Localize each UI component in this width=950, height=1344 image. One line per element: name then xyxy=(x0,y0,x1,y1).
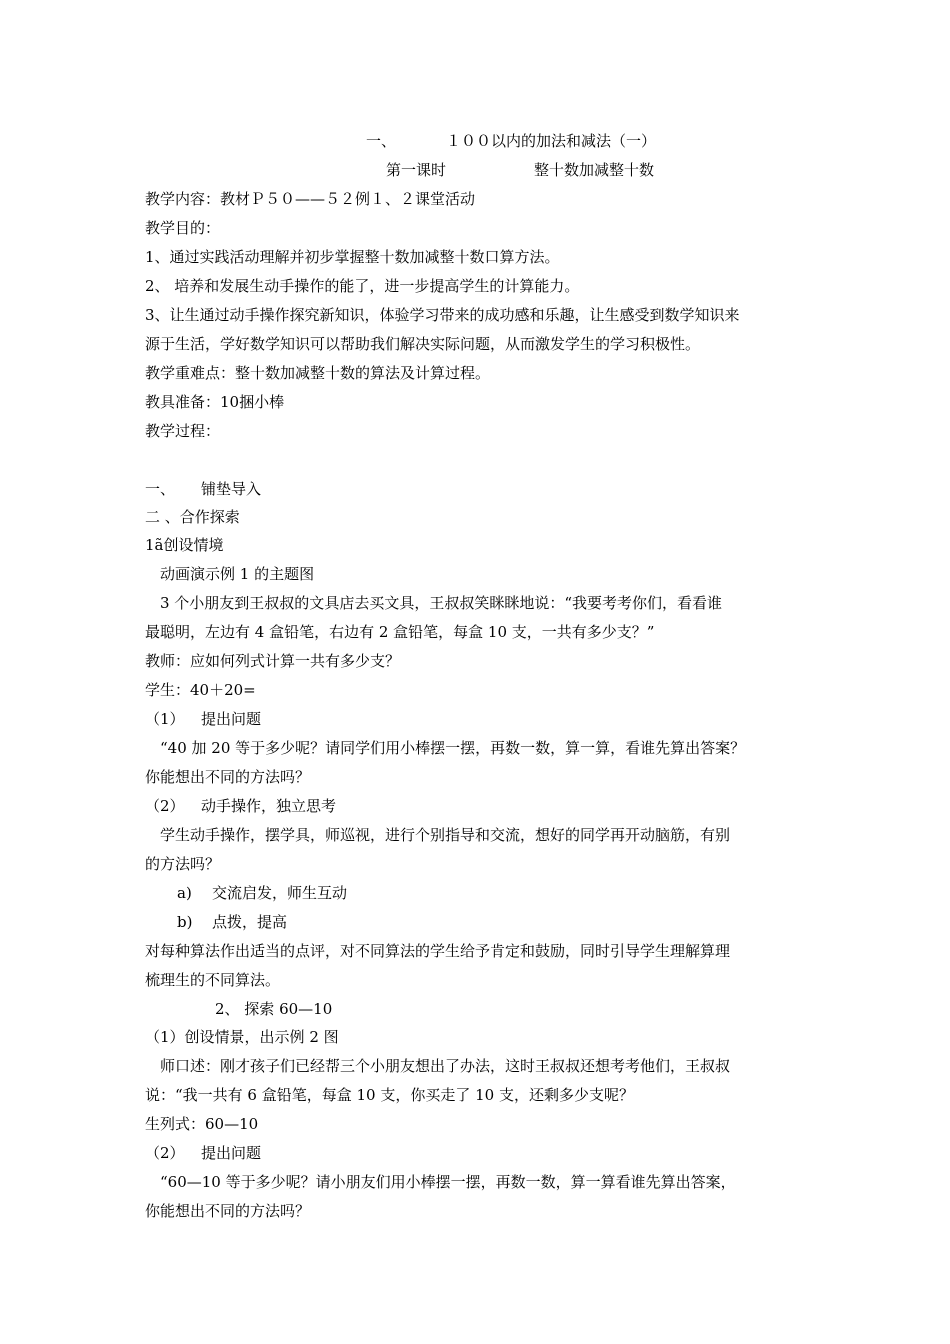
scenario-heading: （1）创设情景，出示例 2 图 xyxy=(145,1028,339,1046)
comment-line1: 对每种算法作出适当的点评，对不同算法的学生给予肯定和鼓励，同时引导学生理解算理 xyxy=(145,942,731,960)
page-title: １００以内的加法和减法（一） xyxy=(446,132,657,150)
section-1-number: 一、 xyxy=(145,480,176,498)
teaching-content: 教学内容：教材Ｐ５０——５２例１、２课堂活动 xyxy=(145,190,476,208)
question-40-line2: 你能想出不同的方法吗？ xyxy=(145,768,311,786)
section-1-title: 铺垫导入 xyxy=(201,480,262,498)
section-2-2-title: 2、 探索 60—10 xyxy=(215,1000,333,1018)
title-number: 一、 xyxy=(366,132,397,150)
comment-line2: 梳理生的不同算法。 xyxy=(145,971,281,989)
step-2-number: （2） xyxy=(145,797,185,815)
operation-line2: 的方法吗？ xyxy=(145,855,221,873)
step-2-title: 动手操作，独立思考 xyxy=(201,797,337,815)
teacher-says-line1: 师口述：刚才孩子们已经帮三个小朋友想出了办法，这时王叔叔还想考考他们，王叔叔 xyxy=(160,1057,731,1075)
process-heading: 教学过程： xyxy=(145,422,221,440)
substep-a-text: 交流启发，师生互动 xyxy=(212,884,348,902)
lesson-topic: 整十数加减整十数 xyxy=(534,161,655,179)
student-formula: 生列式：60—10 xyxy=(145,1115,259,1133)
goal-1: 1、通过实践活动理解并初步掌握整十数加减整十数口算方法。 xyxy=(145,248,560,266)
key-points: 教学重难点：整十数加减整十数的算法及计算过程。 xyxy=(145,364,491,382)
question-60-line1: “60—10 等于多少呢？请小朋友们用小棒摆一摆，再数一数，算一算看谁先算出答案， xyxy=(160,1173,736,1191)
teacher-says-line2: 说：“我一共有 6 盒铅笔，每盒 10 支，你买走了 10 支，还剩多少支呢？ xyxy=(145,1086,634,1104)
step-1-title: 提出问题 xyxy=(201,710,262,728)
question-40-line1: “40 加 20 等于多少呢？请同学们用小棒摆一摆，再数一数，算一算，看谁先算出答案？ xyxy=(160,739,746,757)
teaching-tools: 教具准备：10捆小棒 xyxy=(145,393,285,411)
section-2-1-title: 1ã创设情境 xyxy=(145,536,224,554)
story-line2: 最聪明，左边有 4 盒铅笔，右边有 2 盒铅笔，每盒 10 支，一共有多少支？” xyxy=(145,623,655,641)
step-3-number: （2） xyxy=(145,1144,185,1162)
student-answer: 学生：40＋20= xyxy=(145,681,256,699)
substep-b-text: 点拨，提高 xyxy=(212,913,288,931)
story-line1: 3 个小朋友到王叔叔的文具店去买文具，王叔叔笑眯眯地说：“我要考考你们，看看谁 xyxy=(160,594,722,612)
goal-3-line2: 源于生活，学好数学知识可以帮助我们解决实际问题，从而激发学生的学习积极性。 xyxy=(145,335,701,353)
step-3-title: 提出问题 xyxy=(201,1144,262,1162)
substep-a-marker: a) xyxy=(177,884,192,902)
question-60-line2: 你能想出不同的方法吗？ xyxy=(145,1202,311,1220)
operation-line1: 学生动手操作，摆学具，师巡视，进行个别指导和交流，想好的同学再开动脑筋，有别 xyxy=(160,826,731,844)
step-1-number: （1） xyxy=(145,710,185,728)
goal-2: 2、 培养和发展生动手操作的能了，进一步提高学生的计算能力。 xyxy=(145,277,580,295)
goal-heading: 教学目的： xyxy=(145,219,221,237)
substep-b-marker: b) xyxy=(177,913,193,931)
section-2-title: 二 、合作探索 xyxy=(145,508,240,526)
lesson-label: 第一课时 xyxy=(386,161,447,179)
goal-3-line1: 3、让生通过动手操作探究新知识，体验学习带来的成功感和乐趣，让生感受到数学知识来 xyxy=(145,306,740,324)
teacher-question: 教师：应如何列式计算一共有多少支？ xyxy=(145,652,401,670)
animation-note: 动画演示例 1 的主题图 xyxy=(160,565,315,583)
